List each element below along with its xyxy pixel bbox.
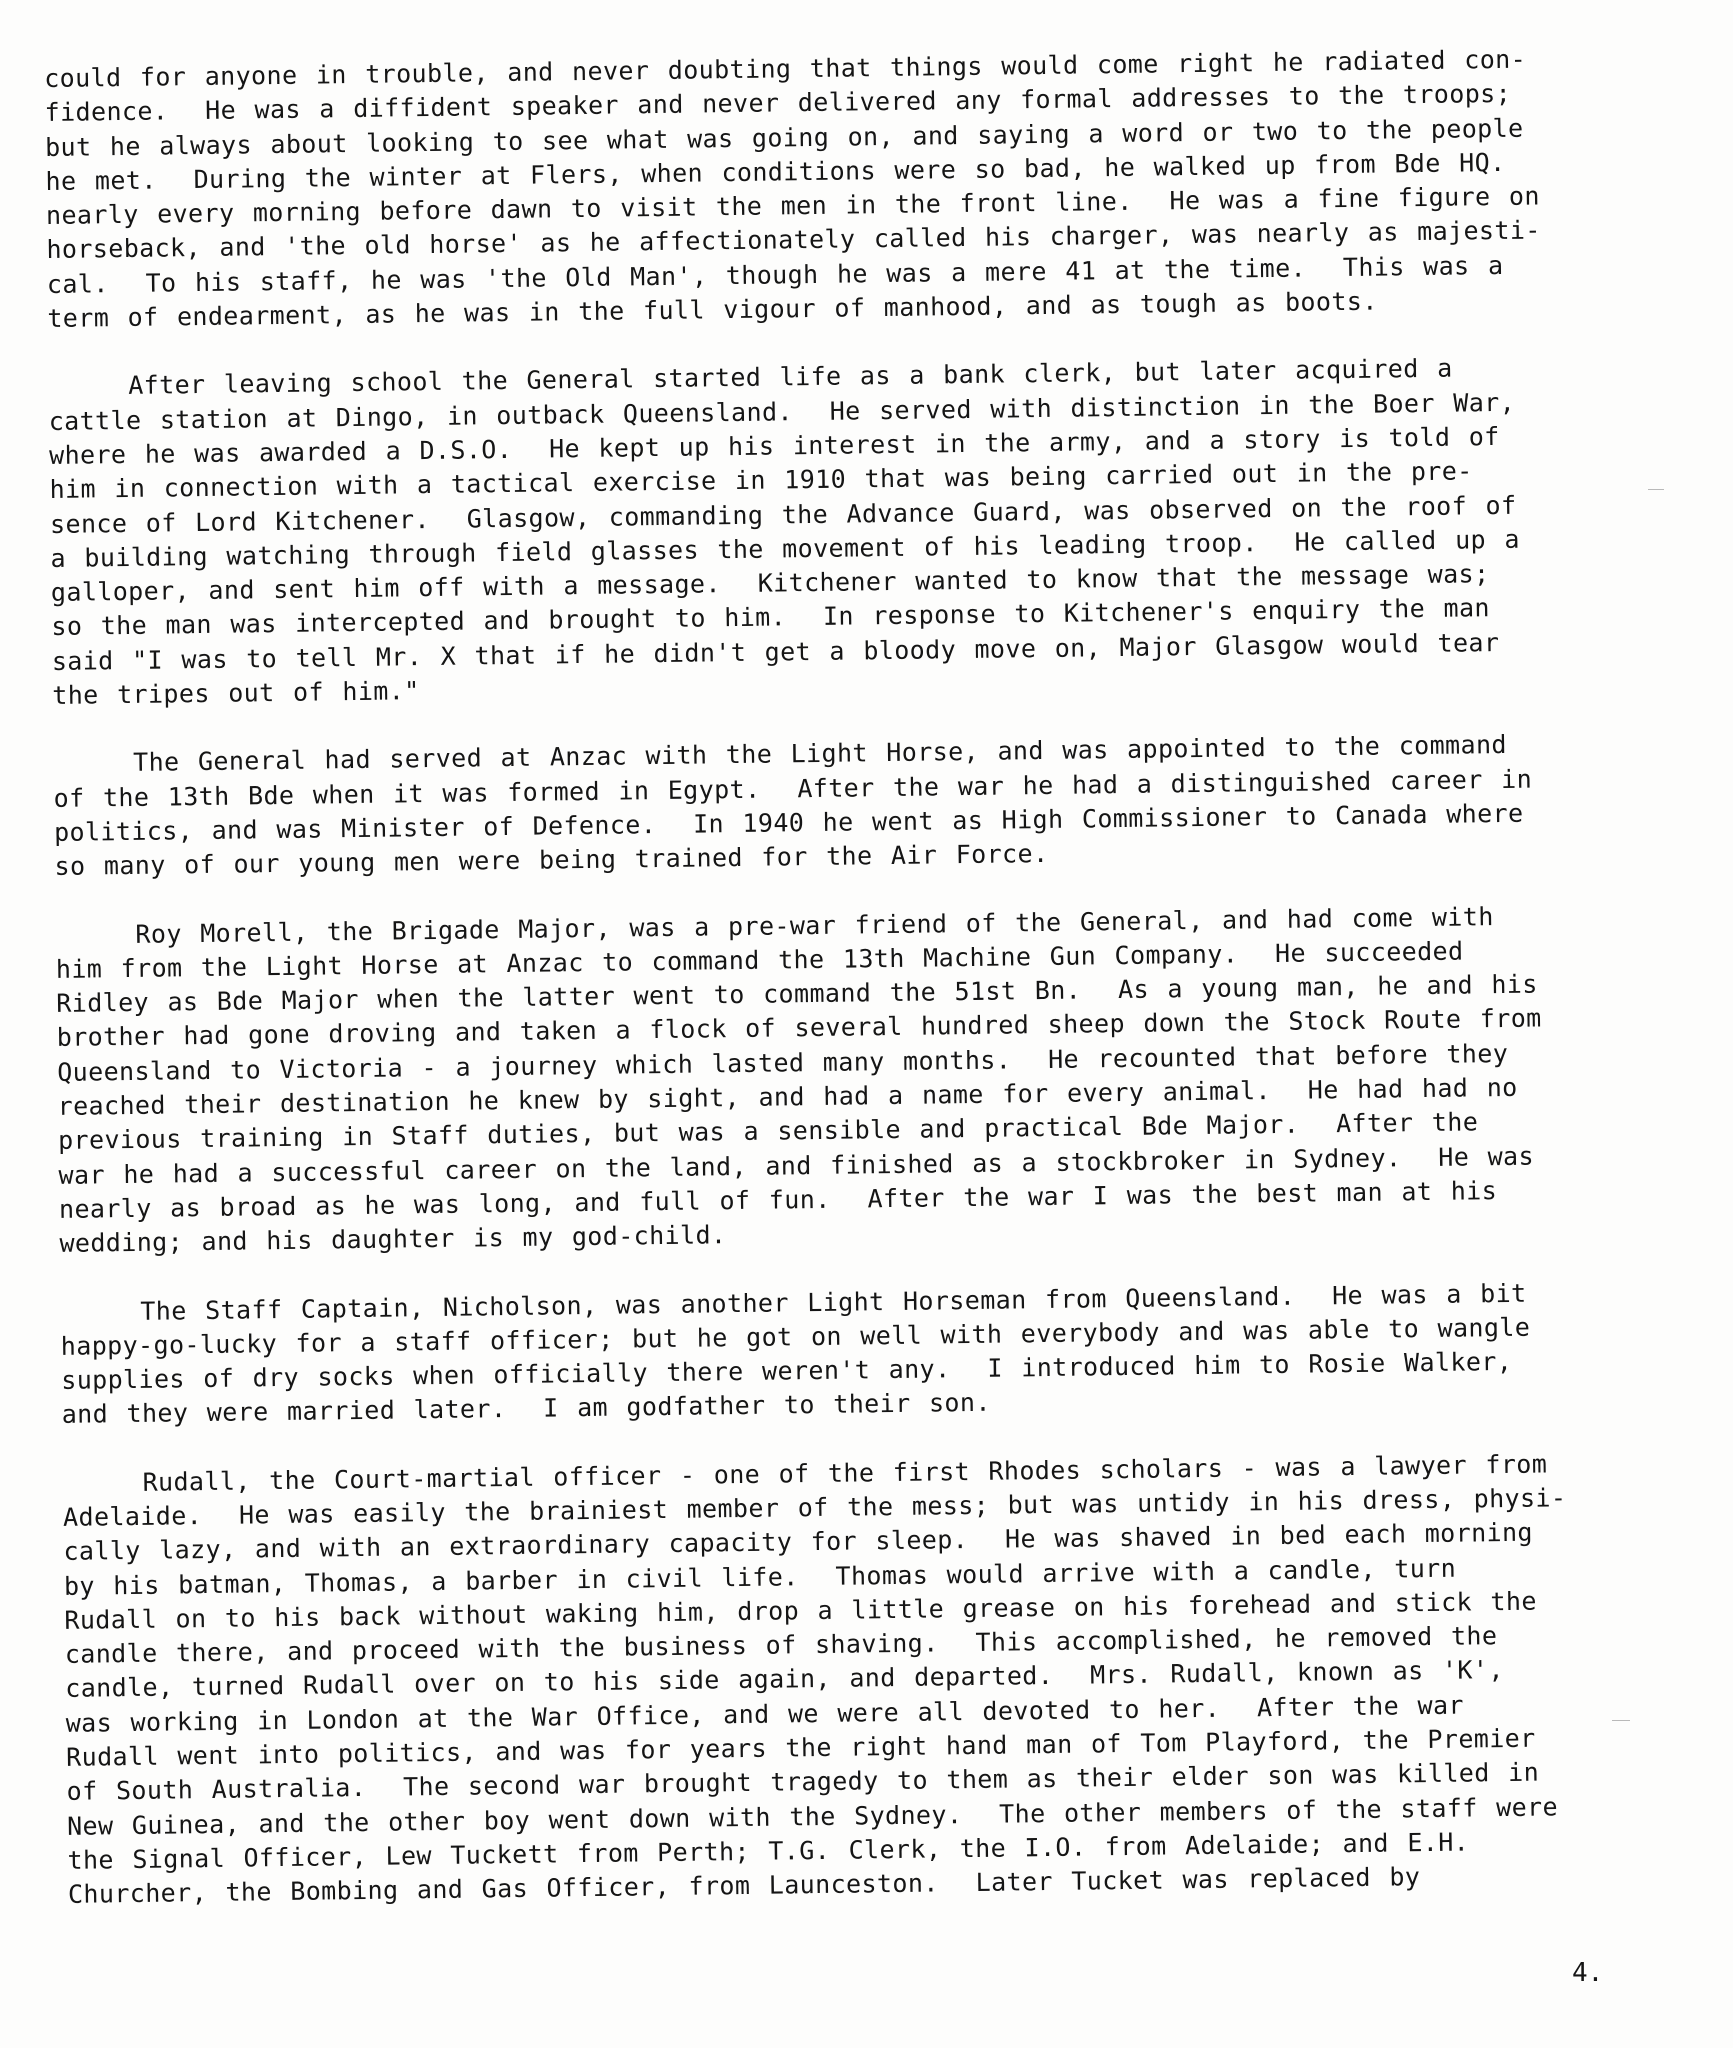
text-line: supplies of dry socks when officially there weren't any. I introduced him to Rosie Walker, bbox=[61, 1346, 1513, 1395]
text-line: war he had a successful career on the land, and finished as a stockbroker in Sydney. He was bbox=[58, 1141, 1535, 1190]
text-line: him in connection with a tactical exercise in 1910 that was being carried out in the pre- bbox=[49, 456, 1473, 505]
text-line: and they were married later. I am godfather to their son. bbox=[61, 1388, 992, 1430]
text-line: said "I was to tell Mr. X that if he didn't get a bloody move on, Major Glasgow would tear bbox=[51, 627, 1500, 676]
text-line: the tripes out of him." bbox=[52, 676, 420, 710]
paragraph bbox=[55, 898, 1639, 1262]
text-line: After leaving school the General started life as a bank clerk, but later acquired a bbox=[128, 353, 1453, 401]
text-line: where he was awarded a D.S.O. He kept up his interest in the army, and a story is told of bbox=[48, 421, 1500, 470]
text-line: cally lazy, and with an extraordinary capacity for sleep. He was shaved in bed each morning bbox=[63, 1517, 1534, 1567]
page-number: 4. bbox=[1572, 1958, 1604, 1988]
text-line: the Signal Officer, Lew Tuckett from Perth; T.G. Clerk, the I.O. from Adelaide; and E.H. bbox=[67, 1827, 1470, 1875]
text-line: of the 13th Bde when it was formed in Egypt. After the war he had a distinguished career in bbox=[53, 764, 1533, 813]
text-line: Ridley as Bde Major when the latter went to command the 51st Bn. As a young man, he and his bbox=[56, 969, 1538, 1019]
text-line: previous training in Staff duties, but was a sensible and practical Bde Major. After the bbox=[57, 1107, 1479, 1156]
text-line: term of endearment, as he was in the full vigour of manhood, and as tough as boots. bbox=[47, 286, 1378, 334]
text-line: galloper, and sent him off with a message. Kitchener wanted to know that the message was; bbox=[50, 559, 1490, 608]
text-line: Churcher, the Bombing and Gas Officer, from Launceston. Later Tucket was replaced by bbox=[67, 1862, 1421, 1910]
paragraph bbox=[48, 350, 1632, 714]
text-line: but he always about looking to see what was going on, and saying a word or two to the people bbox=[44, 113, 1524, 162]
text-line: could for anyone in trouble, and never doubting that things would come right he radiated con- bbox=[44, 44, 1527, 93]
body-text bbox=[44, 41, 1649, 1946]
paragraph bbox=[60, 1275, 1642, 1433]
margin-mark bbox=[1648, 489, 1664, 490]
text-line: fidence. He was a diffident speaker and never delivered any formal addresses to the troops; bbox=[44, 79, 1512, 128]
text-line: cal. To his staff, he was 'the Old Man', though he was a mere 41 at the time. This was a bbox=[46, 250, 1504, 299]
text-line: horseback, and 'the old horse' as he affectionately called his charger, was nearly as majesti- bbox=[46, 215, 1541, 265]
text-line: The Staff Captain, Nicholson, was another Light Horseman from Queensland. He was a bit bbox=[140, 1278, 1527, 1326]
text-line: a building watching through field glasses the movement of his leading troop. He called up a bbox=[50, 524, 1521, 573]
text-line: sence of Lord Kitchener. Glasgow, commanding the Advance Guard, was observed on the roof of bbox=[49, 490, 1517, 539]
text-line: The General had served at Anzac with the Light Horse, and was appointed to the command bbox=[132, 730, 1508, 778]
text-line: New Guinea, and the other boy went down with the Sydney. The other members of the staff were bbox=[66, 1791, 1559, 1841]
text-line: happy-go-lucky for a staff officer; but he got on well with everybody and was able to wangle bbox=[60, 1312, 1531, 1361]
text-line: nearly every morning before dawn to visit the men in the front line. He was a fine figure on bbox=[45, 181, 1541, 231]
text-line: Rudall, the Court-martial officer - one of the first Rhodes scholars - was a lawyer from bbox=[142, 1449, 1548, 1497]
text-line: him from the Light Horse at Anzac to command the 13th Machine Gun Company. He succeeded bbox=[55, 936, 1464, 984]
text-line: politics, and was Minister of Defence. In 1940 he went as High Commissioner to Canada where bbox=[53, 798, 1524, 847]
text-line: so the man was intercepted and brought to him. In response to Kitchener's enquiry the man bbox=[51, 593, 1491, 642]
text-line: Queensland to Victoria - a journey which lasted many months. He recounted that before they bbox=[57, 1038, 1509, 1087]
paragraph bbox=[44, 41, 1627, 336]
paragraph bbox=[62, 1446, 1648, 1913]
text-line: Roy Morell, the Brigade Major, was a pre-war friend of the General, and had come with bbox=[135, 901, 1494, 949]
text-line: Rudall on to his back without waking him, drop a little grease on his forehead and stick the bbox=[64, 1586, 1537, 1635]
text-line: candle, turned Rudall over on to his side again, and departed. Mrs. Rudall, known as 'K', bbox=[65, 1655, 1504, 1704]
text-line: candle there, and proceed with the business of shaving. This accomplished, he removed the bbox=[64, 1621, 1498, 1670]
text-line: Adelaide. He was easily the brainiest member of the mess; but was untidy in his dress, physi- bbox=[62, 1483, 1567, 1532]
text-line: so many of our young men were being trained for the Air Force. bbox=[54, 839, 1049, 882]
text-line: by his batman, Thomas, a barber in civil life. Thomas would arrive with a candle, turn bbox=[63, 1553, 1457, 1601]
text-line: cattle station at Dingo, in outback Queensland. He served with distinction in the Boer War, bbox=[48, 387, 1516, 436]
text-line: nearly as broad as he was long, and full of fun. After the war I was the best man at his bbox=[58, 1175, 1498, 1224]
text-line: brother had gone droving and taken a flock of several hundred sheep down the Stock Route from bbox=[56, 1003, 1542, 1053]
text-line: was working in London at the War Office, and we were all devoted to her. After the war bbox=[65, 1690, 1465, 1738]
text-line: reached their destination he knew by sight, and had a name for every animal. He had had no bbox=[57, 1072, 1518, 1121]
text-line: Rudall went into politics, and was for years the right hand man of Tom Playford, the Premier bbox=[66, 1723, 1536, 1772]
text-line: wedding; and his daughter is my god-child. bbox=[59, 1220, 727, 1259]
paragraph bbox=[53, 727, 1635, 885]
text-line: he met. During the winter at Flers, when conditions were so bad, he walked up from Bde HQ. bbox=[45, 147, 1506, 196]
text-line: of South Australia. The second war brought tragedy to them as their elder son was killed in bbox=[66, 1757, 1540, 1807]
margin-mark bbox=[1612, 1720, 1630, 1721]
